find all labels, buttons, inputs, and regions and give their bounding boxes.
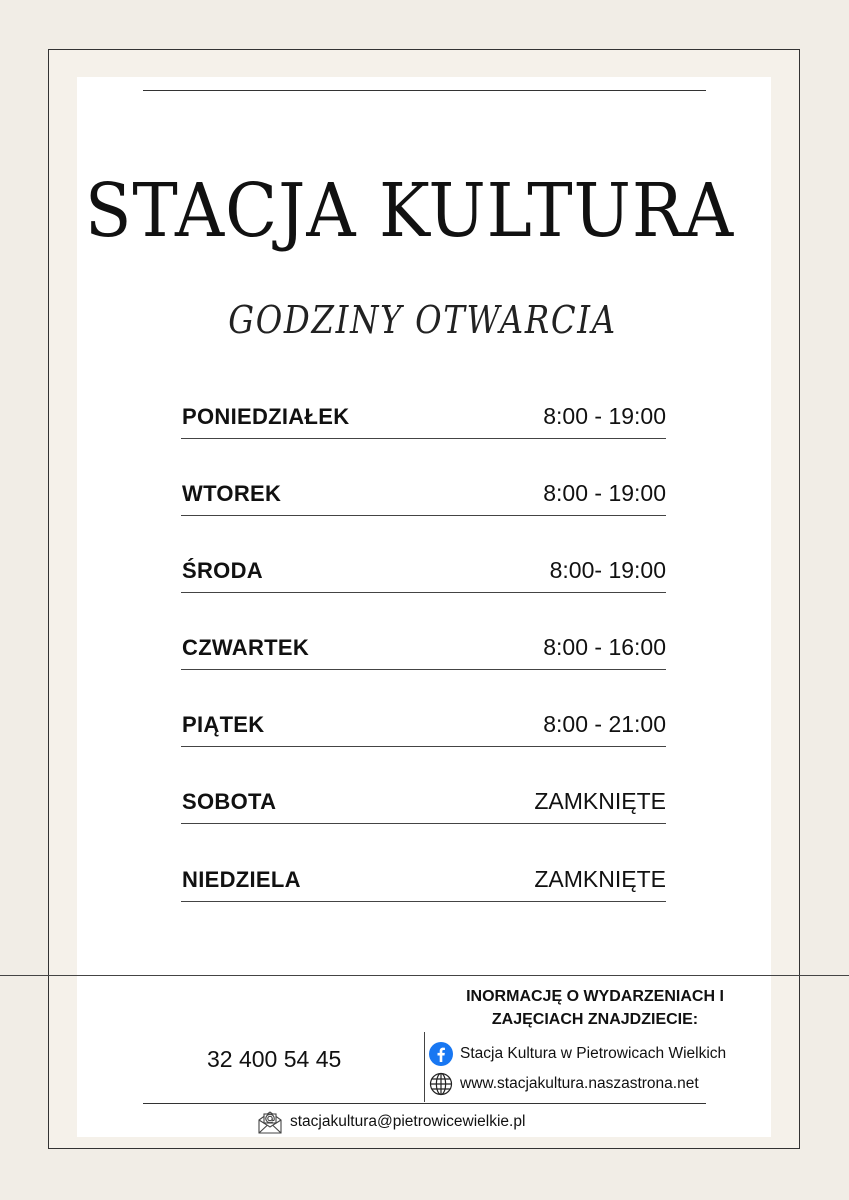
- info-heading-line: ZAJĘCIACH ZNAJDZIECIE:: [491, 1011, 699, 1028]
- day-label: PONIEDZIAŁEK: [182, 404, 350, 429]
- schedule-row-tuesday: [181, 475, 666, 516]
- day-label: WTOREK: [182, 481, 282, 506]
- day-label: PIĄTEK: [182, 712, 265, 737]
- day-label: CZWARTEK: [182, 635, 310, 660]
- globe-icon: [429, 1072, 453, 1096]
- info-heading-line: INORMACJĘ O WYDARZENIACH I: [466, 988, 724, 1005]
- phone-number[interactable]: 32 400 54 45: [207, 1046, 342, 1072]
- footer-divider: [0, 975, 849, 976]
- email-link[interactable]: [256, 1108, 525, 1136]
- schedule-row-monday: [181, 398, 666, 439]
- email-label: stacjakultura@pietrowicewielkie.pl: [290, 1113, 526, 1130]
- hours-value: 8:00 - 19:00: [543, 403, 666, 429]
- hours-value: 8:00- 19:00: [549, 557, 666, 583]
- footer-vertical-divider: [424, 1032, 425, 1102]
- day-label: NIEDZIELA: [182, 867, 301, 892]
- page-subtitle: GODZINY OTWARCIA: [228, 298, 617, 342]
- email-icon: [256, 1108, 284, 1136]
- schedule-row-sunday: [181, 861, 666, 902]
- top-divider: [143, 90, 706, 91]
- schedule-row-friday: [181, 706, 666, 747]
- info-heading: [440, 985, 750, 1031]
- schedule-row-thursday: [181, 629, 666, 670]
- bottom-divider: [143, 1103, 706, 1104]
- hours-value: ZAMKNIĘTE: [534, 866, 666, 892]
- website-label: www.stacjakultura.naszastrona.net: [460, 1075, 699, 1092]
- hours-value: 8:00 - 16:00: [543, 634, 666, 660]
- facebook-icon: [429, 1042, 453, 1066]
- facebook-label: Stacja Kultura w Pietrowicach Wielkich: [460, 1045, 727, 1062]
- schedule-row-saturday: [181, 783, 666, 824]
- website-link[interactable]: [429, 1072, 699, 1096]
- day-label: ŚRODA: [182, 558, 263, 583]
- page-title: STACJA KULTURA: [84, 168, 735, 254]
- hours-value: 8:00 - 21:00: [543, 711, 666, 737]
- day-label: SOBOTA: [182, 789, 277, 814]
- hours-value: ZAMKNIĘTE: [534, 788, 666, 814]
- hours-value: 8:00 - 19:00: [543, 480, 666, 506]
- schedule-row-wednesday: [181, 552, 666, 593]
- facebook-link[interactable]: [429, 1042, 726, 1066]
